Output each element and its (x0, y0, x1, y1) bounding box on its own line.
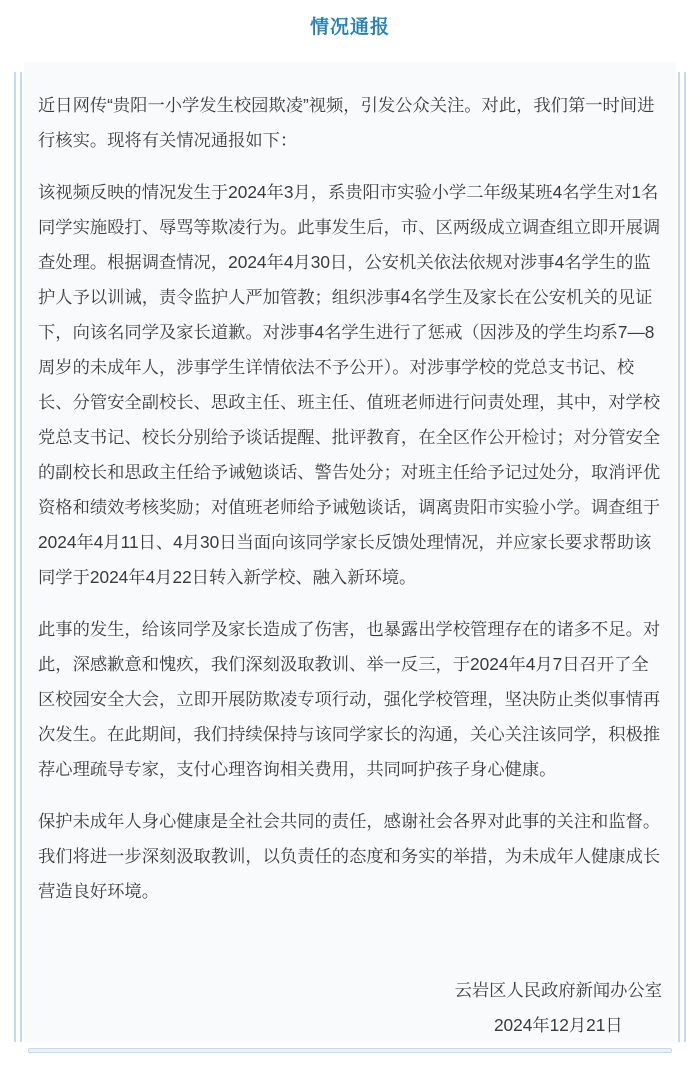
card-left-border (14, 72, 22, 1042)
signature-office: 云岩区人民政府新闻办公室 (454, 980, 662, 1000)
signature-block (455, 973, 662, 1043)
signature-date: 2024年12月21日 (493, 1015, 623, 1035)
notice-paragraph-investigation: 该视频反映的情况发生于2024年3月，系贵阳市实验小学二年级某班4名学生对1名同学实施殴打、辱骂等欺凌行为。此事发生后，市、区两级成立调查组立即开展调查处理。根据调查情况，2024年4月30日，公安机关依法依规对涉事4名学生的监护人予以训诫，责令监护人严加管教；组织涉事4名学生及家长在公安机关的见证下，向该名同学及家长道歉。对涉事4名学生进行了惩戒（因涉及的学生均系7—8周岁的未成年人，涉事学生详情依法不予公开）。对涉事学校的党总支书记、校长、分管安全副校长、思政主任、班主任、值班老师进行问责处理，其中，对学校党总支书记、校长分别给予谈话提醒、批评教育，在全区作公开检讨；对分管安全的副校长和思政主任给予诫勉谈话、警告处分；对班主任给予记过处分，取消评优资格和绩效考核奖励；对值班老师给予诫勉谈话，调离贵阳市实验小学。调查组于2024年4月11日、4月30日当面向该同学家长反馈处理情况，并应家长要求帮助该同学于2024年4月22日转入新学校、融入新环境。 (38, 182, 661, 587)
page-title: 情况通报 (309, 17, 390, 38)
notice-body (24, 62, 676, 1043)
signature-inner (455, 973, 662, 1043)
notice-card (14, 62, 686, 1053)
notice-paragraph-intro: 近日网传“贵阳一小学发生校园欺凌”视频，引发公众关注。对此，我们第一时间进行核实。现将有关情况通报如下： (38, 95, 655, 150)
notice-paragraph-closing: 保护未成年人身心健康是全社会共同的责任，感谢社会各界对此事的关注和监督。我们将进一步深刻汲取教训，以负责任的态度和务实的举措，为未成年人健康成长营造良好环境。 (38, 811, 661, 901)
notice-paragraph-apology: 此事的发生，给该同学及家长造成了伤害，也暴露出学校管理存在的诸多不足。对此，深感歉意和愧疚，我们深刻汲取教训、举一反三，于2024年4月7日召开了全区校园安全大会，立即开展防欺凌专项行动，强化学校管理，坚决防止类似事情再次发生。在此期间，我们持续保持与该同学家长的沟通，关心关注该同学，积极推荐心理疏导专家，支付心理咨询相关费用，共同呵护孩子身心健康。 (38, 619, 661, 779)
card-right-border (678, 72, 686, 1042)
card-bottom-border (28, 1048, 672, 1053)
